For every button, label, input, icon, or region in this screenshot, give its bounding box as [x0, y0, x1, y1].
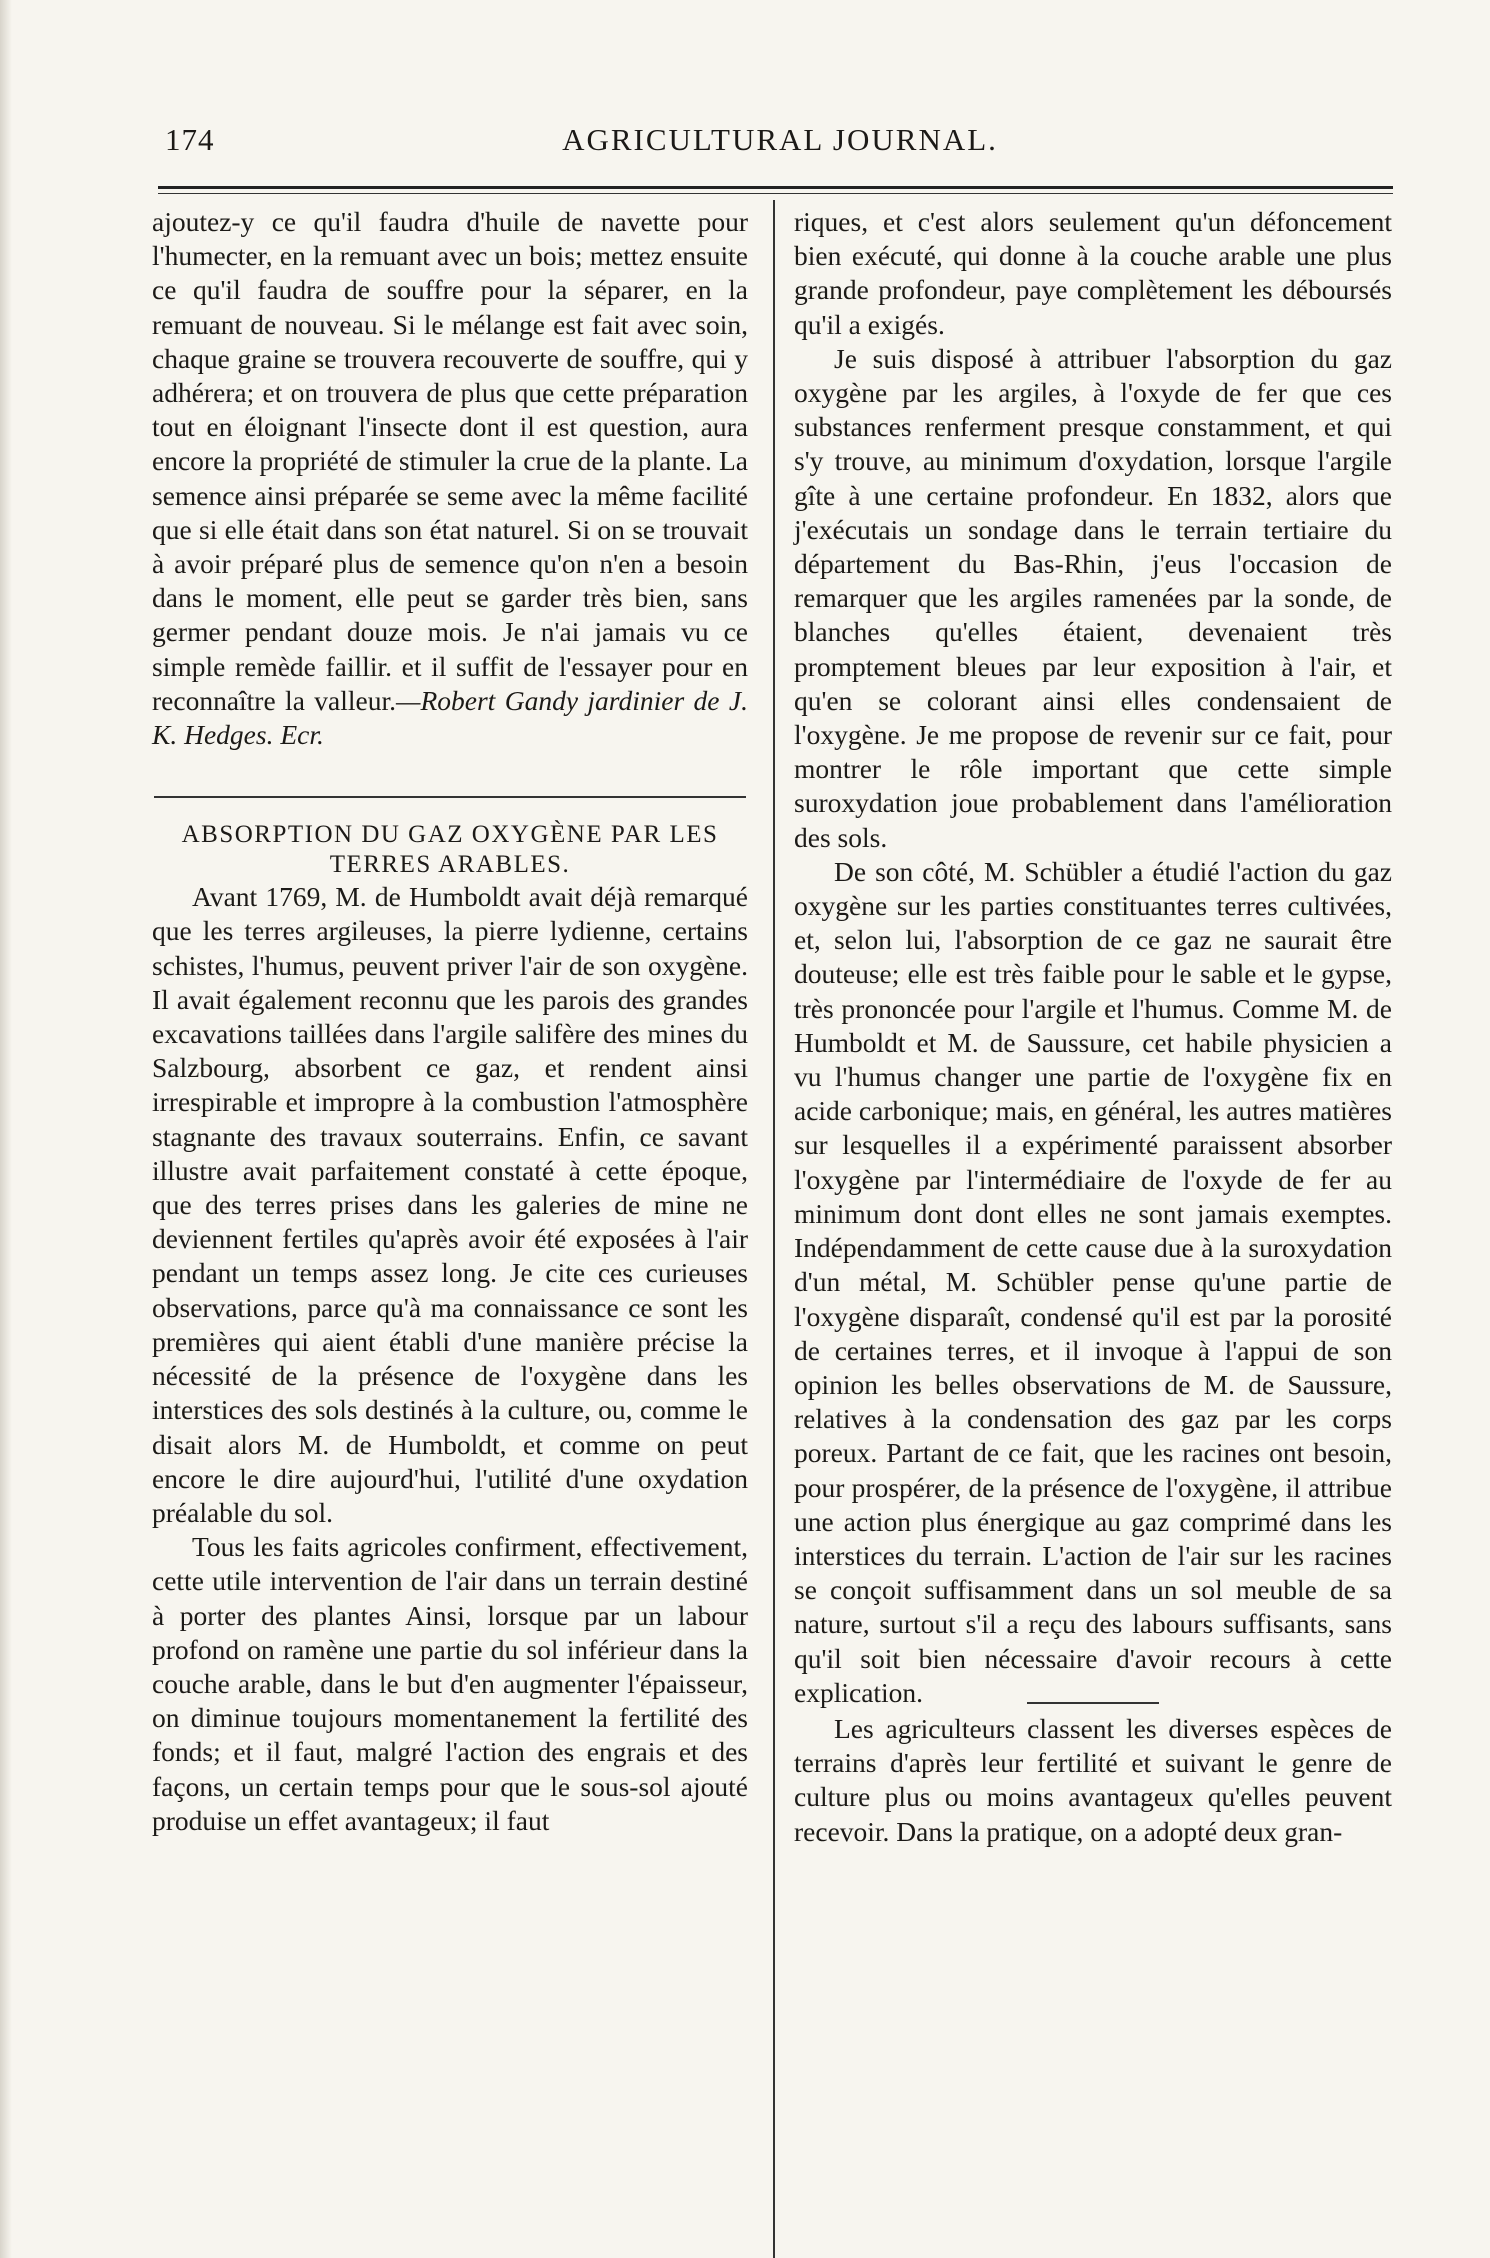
signature: —Robert Gandy jardinier de J. K. Hedges. Ecr.: [152, 684, 748, 751]
paragraph: Je suis disposé à attribuer l'absorption du gaz oxygène par les argiles, à l'oxyde de fer que ces substances renferment presque constamment, et qui s'y trouve, au minimum d'oxydation, lorsque l'argile gîte à une certaine profondeur. En 1832, alors que j'exécutais un sondage dans le terrain tertiaire du département du Bas-Rhin, j'eus l'occasion de remarquer que les argiles ramenées par la sonde, de blanches qu'elles étaient, devenaient très promptement bleues par leur exposition à l'air, et qu'en se colorant ainsi elles condensaient de l'oxygène. Je me propose de revenir sur ce fait, pour montrer le rôle important que cette simple suroxydation joue probablement dans l'amélioration des sols.: [794, 342, 1392, 853]
header-rule-thin: [158, 193, 1393, 194]
article-continuation: ajoutez-y ce qu'il faudra d'huile de navette pour l'humecter, en la remuant avec un bois; mettez ensuite ce qu'il faudra de souffre pour la séparer, en la remuant de nouveau. Si le mélange est fait avec soin, chaque graine se trouvera recouverte de souffre, qui y adhérera; et on trouvera de plus que cette préparation tout en éloignant l'insecte dont il est question, aura encore la propriété de stimuler la crue de la plante. La semence ainsi préparée se seme avec la même facilité que si elle était dans son état naturel. Si on se trouvait à avoir préparé plus de semence qu'on n'en a besoin dans le moment, elle peut se garder très bien, sans germer pendant douze mois. Je n'ai jamais vu ce simple remède faillir. et il suffit de l'essayer pour en reconnaître la valleur.—Robert Gandy jardinier de J. K. Hedges. Ecr.: [152, 206, 748, 751]
section-title: ABSORPTION DU GAZ OXYGÈNE PAR LES TERRES ARABLES.: [181, 821, 719, 879]
left-column: [152, 205, 748, 1838]
paragraph: Tous les faits agricoles confirment, effectivement, cette utile intervention de l'air dans un terrain destiné à porter des plantes Ainsi, lorsque par un labour profond on ramène une partie du sol inférieur dans la couche arable, dans le but d'en augmenter l'épaisseur, on diminue toujours momentanement la fertilité des fonds; et il faut, malgré l'action des engrais et des façons, un certain temps pour que le sous-sol ajouté produise un effet avantageux; il faut: [152, 1531, 748, 1836]
page-header: [165, 122, 1395, 172]
paragraph: Les agriculteurs classent les diverses espèces de terrains d'après leur fertilité et suivant le genre de culture plus ou moins avantageux qu'elles peuvent recevoir. Dans la pratique, on a adopté deux gran-: [794, 1712, 1392, 1847]
page-number: 174: [165, 122, 215, 157]
right-column: [794, 205, 1392, 1849]
short-separator: [1027, 1702, 1159, 1704]
page-edge-shadow: [0, 0, 12, 2258]
header-rule: [158, 186, 1393, 189]
paragraph: De son côté, M. Schübler a étudié l'action du gaz oxygène sur les parties constituantes terres cultivées, et, selon lui, l'absorption de ce gaz ne saurait être douteuse; elle est très faible pour le sable et le gypse, très prononcée pour l'argile et l'humus. Comme M. de Humboldt et M. de Saussure, cet habile physicien a vu l'humus changer une partie de l'oxygène fix en acide carbonique; mais, en général, les autres matières sur lesquelles il a expérimenté paraissent absorber l'oxygène par l'intermédiaire de l'oxyde de fer au minimum dont dont elles ne sont jamais exemptes. Indépendamment de cette cause due à la suroxydation d'un métal, M. Schübler pense qu'une partie de l'oxygène disparaît, condensé qu'il est par la porosité de certaines terres, et il invoque à l'appui de son opinion les belles observations de M. de Saussure, relatives à la condensation des gaz par les corps poreux. Partant de ce fait, que les racines ont besoin, pour prospérer, de la présence de l'oxygène, il attribue une action plus énergique au gaz comprimé dans les interstices du terrain. L'action de l'air sur les racines se conçoit suffisamment dans un sol meuble de sa nature, surtout s'il a reçu des labours suffisants, sans qu'il soit bien nécessaire d'avoir recours à cette explication.: [794, 855, 1392, 1708]
running-head: AGRICULTURAL JOURNAL.: [562, 122, 998, 157]
paragraph-continuation: riques, et c'est alors seulement qu'un défoncement bien exécuté, qui donne à la couche arable une plus grande profondeur, paye complètement les déboursés qu'il a exigés.: [794, 206, 1392, 340]
paragraph: Avant 1769, M. de Humboldt avait déjà remarqué que les terres argileuses, la pierre lydienne, certains schistes, l'humus, peuvent priver l'air de son oxygène. Il avait également reconnu que les parois des grandes excavations taillées dans l'argile salifère des mines du Salzbourg, absorbent ce gaz, et rendent ainsi irrespirable et impropre à la combustion l'atmosphère stagnante des travaux souterrains. Enfin, ce savant illustre avait parfaitement constaté à cette époque, que des terres prises dans les galeries de mine ne deviennent fertiles qu'après avoir été exposées à l'air pendant un temps assez long. Je cite ces curieuses observations, parce qu'à ma connaissance ce sont les premières qui aient établi d'une manière précise la nécessité de la présence de l'oxygène dans les interstices des sols destinés à la culture, ou, comme le disait alors M. de Humboldt, et comme on peut encore le dire aujourd'hui, l'utilité d'une oxydation préalable du sol.: [152, 881, 748, 1528]
article-separator: [154, 796, 746, 798]
column-divider: [773, 200, 775, 2258]
